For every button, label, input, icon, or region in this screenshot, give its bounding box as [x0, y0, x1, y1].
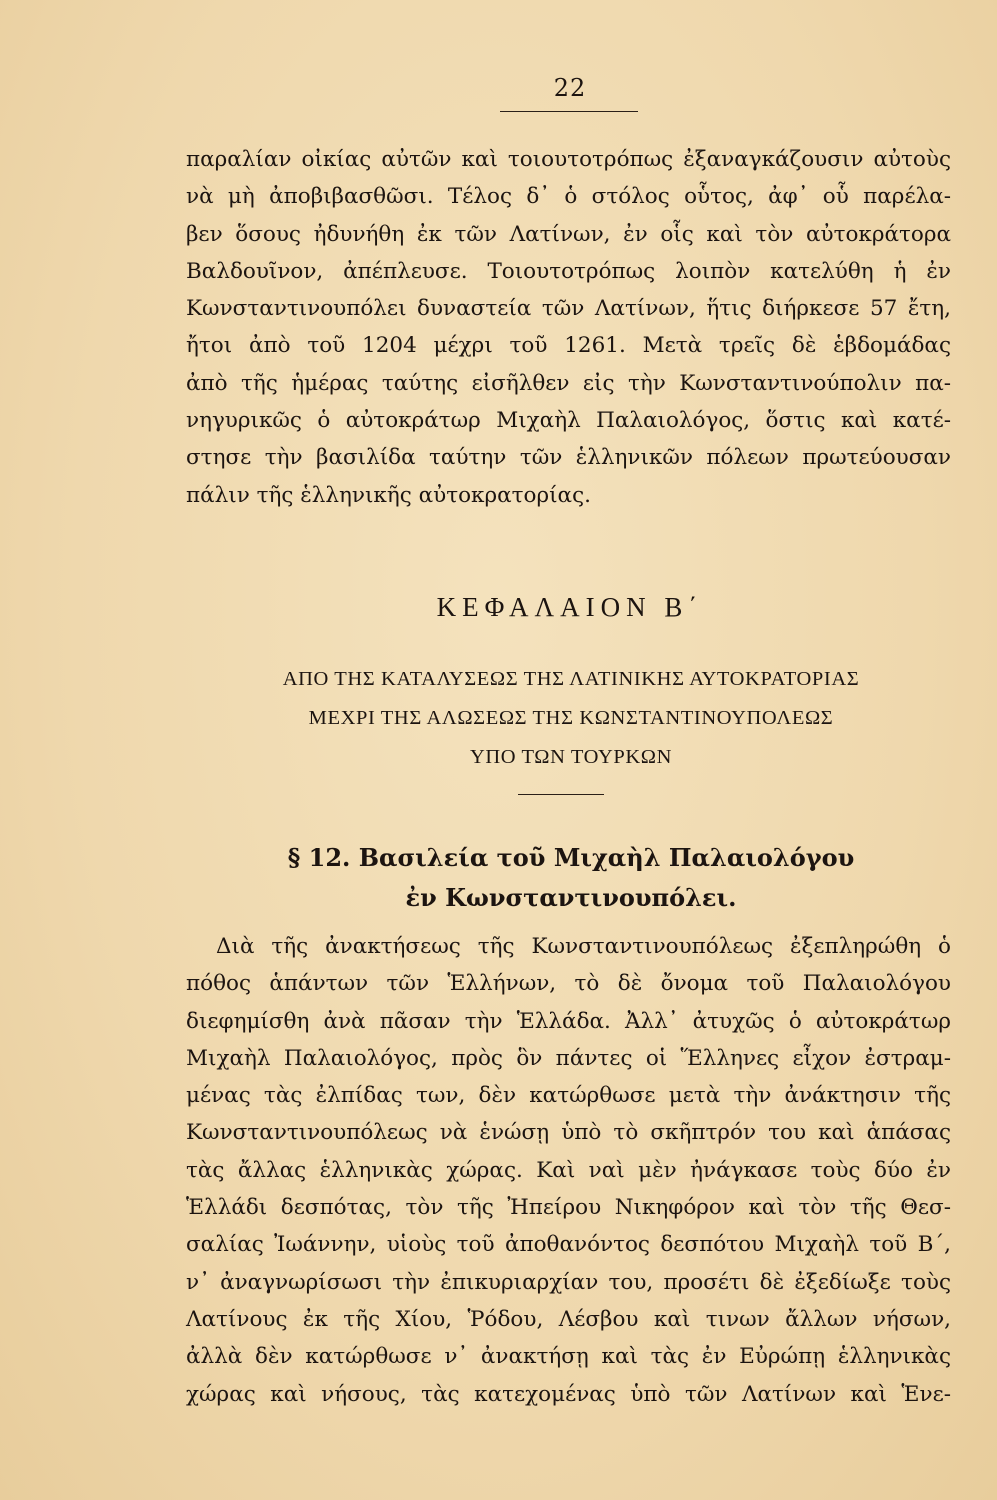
text-line: Κωνσταντινουπόλεως νὰ ἑνώσῃ ὑπὸ τὸ σκῆπτρόν του καὶ ἁπάσας: [186, 1120, 951, 1146]
text-line: νηγυρικῶς ὁ αὐτοκράτωρ Μιχαὴλ Παλαιολόγος, ὅστις καὶ κατέ-: [186, 408, 951, 434]
text-line: ν᾽ ἀναγνωρίσωσι τὴν ἐπικυριαρχίαν του, προσέτι δὲ ἐξεδίωξε τοὺς: [186, 1269, 951, 1295]
text-line: Βαλδουῖνον, ἀπέπλευσε. Τοιουτοτρόπως λοιπὸν κατελύθη ἡ ἐν: [186, 258, 951, 284]
text-line: στησε τὴν βασιλίδα ταύτην τῶν ἑλληνικῶν πόλεων πρωτεύουσαν: [186, 445, 951, 471]
text-line: ἀπὸ τῆς ἡμέρας ταύτης εἰσῆλθεν εἰς τὴν Κωνσταντινούπολιν πα-: [186, 370, 951, 396]
chapter-subtitle-line: ΥΠΟ ΤΩΝ ΤΟΥΡΚΩΝ: [469, 746, 673, 768]
chapter-subtitle: [186, 660, 956, 777]
text-line: Διὰ τῆς ἀνακτήσεως τῆς Κωνσταντινουπόλεως ἐξεπληρώθη ὁ: [216, 934, 951, 959]
section-heading: [186, 838, 956, 918]
text-line: παραλίαν οἰκίας αὐτῶν καὶ τοιουτοτρόπως ἐξαναγκάζουσιν αὐτοὺς: [186, 147, 951, 172]
section-paragraph: [186, 928, 951, 1413]
text-line: ἤτοι ἀπὸ τοῦ 1204 μέχρι τοῦ 1261. Μετὰ τρεῖς δὲ ἑβδομάδας: [186, 333, 951, 359]
text-line: μένας τὰς ἐλπίδας των, δὲν κατώρθωσε μετὰ τὴν ἀνάκτησιν τῆς: [186, 1083, 951, 1109]
section-heading-line-2: ἐν Κωνσταντινουπόλει.: [405, 883, 737, 912]
chapter-title: ΚΕΦΑΛΑΙΟΝ Β΄: [436, 592, 704, 622]
chapter-subtitle-line: ΑΠΟ ΤΗΣ ΚΑΤΑΛΥΣΕΩΣ ΤΗΣ ΛΑΤΙΝΙΚΗΣ ΑΥΤΟΚΡΑΤΟΡΙΑΣ: [282, 668, 860, 690]
text-line: Ἑλλάδι δεσπότας, τὸν τῆς Ἠπείρου Νικηφόρον καὶ τὸν τῆς Θεσ-: [186, 1195, 951, 1221]
text-line: τὰς ἄλλας ἑλληνικὰς χώρας. Καὶ ναὶ μὲν ἠνάγκασε τοὺς δύο ἐν: [186, 1157, 951, 1183]
text-line: Κωνσταντινουπόλει δυναστεία τῶν Λατίνων, ἥτις διήρκεσε 57 ἔτη,: [186, 296, 951, 322]
chapter-subtitle-line: ΜΕΧΡΙ ΤΗΣ ΑΛΩΣΕΩΣ ΤΗΣ ΚΩΝΣΤΑΝΤΙΝΟΥΠΟΛΕΩΣ: [308, 707, 834, 729]
page-number-rule: [500, 111, 638, 112]
text-line: πάλιν τῆς ἑλληνικῆς αὐτοκρατορίας.: [186, 482, 591, 508]
page-number: 22: [553, 74, 587, 102]
text-line: Λατίνους ἐκ τῆς Χίου, Ῥόδου, Λέσβου καὶ τινων ἄλλων νήσων,: [186, 1306, 951, 1332]
intro-paragraph: [186, 141, 951, 514]
text-line: βεν ὅσους ἠδυνήθη ἐκ τῶν Λατίνων, ἐν οἷς καὶ τὸν αὐτοκράτορα: [186, 221, 951, 247]
text-line: σαλίας Ἰωάννην, υἱοὺς τοῦ ἀποθανόντος δεσπότου Μιχαὴλ τοῦ Β΄,: [186, 1232, 951, 1258]
text-line: Μιχαὴλ Παλαιολόγος, πρὸς ὃν πάντες οἱ Ἕλληνες εἶχον ἐστραμ-: [186, 1045, 951, 1071]
chapter-rule: [518, 794, 604, 795]
section-heading-line-1: § 12. Βασιλεία τοῦ Μιχαὴλ Παλαιολόγου: [287, 843, 855, 872]
text-line: πόθος ἁπάντων τῶν Ἑλλήνων, τὸ δὲ ὄνομα τοῦ Παλαιολόγου: [186, 971, 951, 997]
text-line: ἀλλὰ δὲν κατώρθωσε ν᾽ ἀνακτήσῃ καὶ τὰς ἐν Εὐρώπῃ ἑλληνικὰς: [186, 1344, 951, 1370]
text-line: νὰ μὴ ἀποβιβασθῶσι. Τέλος δ᾽ ὁ στόλος οὗτος, ἀφ᾽ οὗ παρέλα-: [186, 184, 951, 210]
text-line: διεφημίσθη ἀνὰ πᾶσαν τὴν Ἑλλάδα. Ἀλλ᾽ ἀτυχῶς ὁ αὐτοκράτωρ: [186, 1008, 951, 1034]
text-line: χώρας καὶ νήσους, τὰς κατεχομένας ὑπὸ τῶν Λατίνων καὶ Ἑνε-: [186, 1381, 951, 1407]
